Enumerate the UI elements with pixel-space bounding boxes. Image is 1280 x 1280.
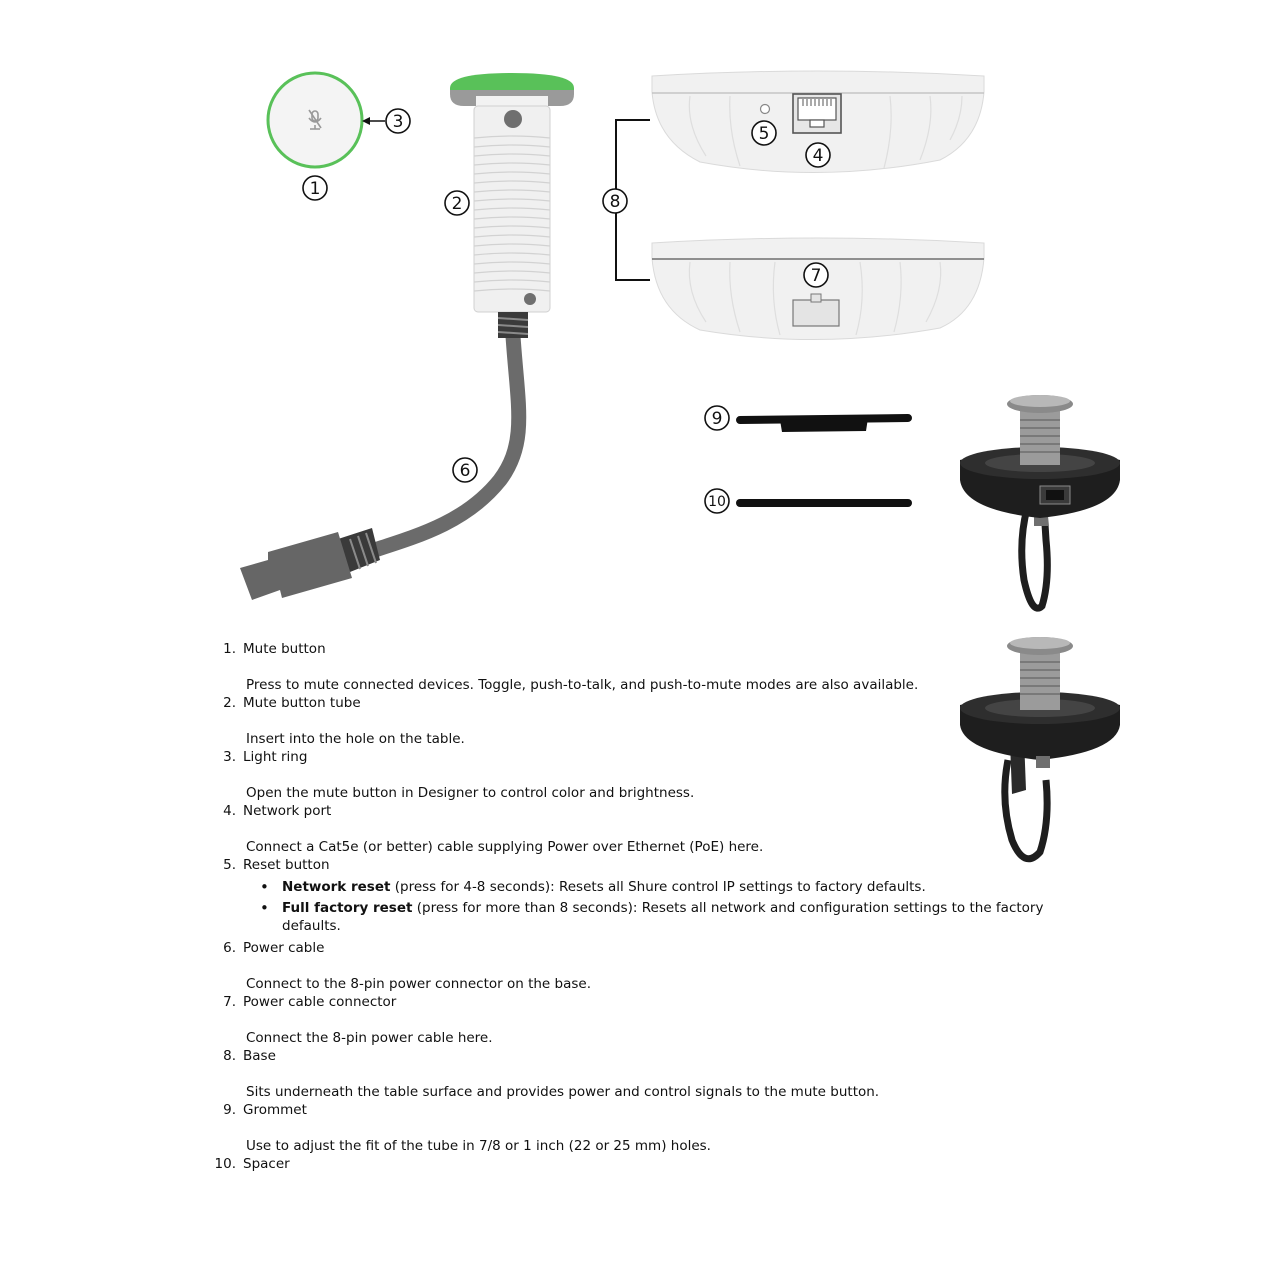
item-description: Press to mute connected devices. Toggle, push-to-talk, and push-to-mute modes are also available. bbox=[246, 677, 919, 693]
svg-text:8: 8 bbox=[609, 192, 621, 212]
item-name: Base bbox=[243, 1048, 276, 1064]
item-number: 8. bbox=[223, 1048, 236, 1064]
list-item bbox=[218, 748, 1078, 802]
svg-text:3: 3 bbox=[392, 112, 404, 132]
list-item bbox=[214, 1155, 1078, 1173]
bullet-term: Full factory reset bbox=[282, 900, 413, 916]
list-item bbox=[218, 1047, 1078, 1101]
item-name: Light ring bbox=[243, 749, 308, 765]
mute-button-tube bbox=[450, 73, 574, 312]
callout-6 bbox=[453, 458, 477, 482]
callout-2 bbox=[445, 191, 469, 215]
callout-3 bbox=[386, 109, 410, 133]
bullet-item bbox=[282, 878, 1078, 896]
list-item bbox=[218, 640, 1078, 694]
svg-text:9: 9 bbox=[711, 409, 723, 429]
list-item bbox=[218, 1101, 1078, 1155]
item-number: 7. bbox=[223, 994, 236, 1010]
item-number: 6. bbox=[223, 940, 236, 956]
item-name: Spacer bbox=[243, 1156, 290, 1172]
item-number: 5. bbox=[223, 857, 236, 873]
item-name: Mute button tube bbox=[243, 695, 361, 711]
mute-button-top-view bbox=[268, 73, 362, 167]
item-name: Power cable connector bbox=[243, 994, 397, 1010]
bullet-item bbox=[282, 899, 1078, 935]
ethernet-port-icon bbox=[793, 94, 841, 133]
item-description: Connect to the 8-pin power connector on the base. bbox=[246, 976, 591, 992]
item-description: Connect a Cat5e (or better) cable supplying Power over Ethernet (PoE) here. bbox=[246, 839, 764, 855]
svg-text:7: 7 bbox=[810, 266, 822, 286]
item-number: 3. bbox=[223, 749, 236, 765]
bullet-term: Network reset bbox=[282, 879, 391, 895]
svg-text:5: 5 bbox=[758, 124, 770, 144]
callout-1 bbox=[303, 176, 327, 200]
callout-4 bbox=[806, 143, 830, 167]
item-description: Insert into the hole on the table. bbox=[246, 731, 465, 747]
svg-text:1: 1 bbox=[309, 179, 321, 199]
item-number: 1. bbox=[223, 641, 236, 657]
svg-text:4: 4 bbox=[812, 146, 824, 166]
bullet-text: (press for 4-8 seconds): Resets all Shure control IP settings to factory defaults. bbox=[390, 879, 926, 895]
item-number: 4. bbox=[223, 803, 236, 819]
item-number: 10. bbox=[214, 1156, 236, 1172]
item-description: Open the mute button in Designer to control color and brightness. bbox=[246, 785, 695, 801]
list-item bbox=[218, 802, 1078, 856]
item-description: Connect the 8-pin power cable here. bbox=[246, 1030, 493, 1046]
base-bottom-half bbox=[652, 238, 984, 340]
item-name: Grommet bbox=[243, 1102, 307, 1118]
parts-list bbox=[214, 640, 1078, 1173]
list-item bbox=[218, 993, 1078, 1047]
item-number: 2. bbox=[223, 695, 236, 711]
svg-text:10: 10 bbox=[708, 494, 726, 510]
grommet bbox=[740, 418, 908, 432]
reset-options-list bbox=[218, 878, 1078, 935]
item-name: Power cable bbox=[243, 940, 325, 956]
callout-10 bbox=[705, 489, 729, 513]
item-name: Reset button bbox=[243, 857, 330, 873]
callout-7 bbox=[804, 263, 828, 287]
callout-8 bbox=[603, 189, 627, 213]
item-description: Use to adjust the fit of the tube in 7/8 or 1 inch (22 or 25 mm) holes. bbox=[246, 1138, 711, 1154]
callout-5 bbox=[752, 121, 776, 145]
installed-assembly-photo-1 bbox=[960, 395, 1120, 608]
list-item bbox=[218, 939, 1078, 993]
bullet-text: (press for more than 8 seconds): Resets all network and configuration settings to the factory defaults. bbox=[282, 900, 1044, 934]
callout-9 bbox=[705, 406, 729, 430]
list-item bbox=[218, 856, 1078, 935]
list-item bbox=[218, 694, 1078, 748]
item-name: Mute button bbox=[243, 641, 326, 657]
item-name: Network port bbox=[243, 803, 332, 819]
item-number: 9. bbox=[223, 1102, 236, 1118]
svg-text:2: 2 bbox=[451, 194, 463, 214]
power-cable bbox=[240, 312, 528, 600]
svg-text:6: 6 bbox=[459, 461, 471, 481]
item-description: Sits underneath the table surface and provides power and control signals to the mute button. bbox=[246, 1084, 880, 1100]
